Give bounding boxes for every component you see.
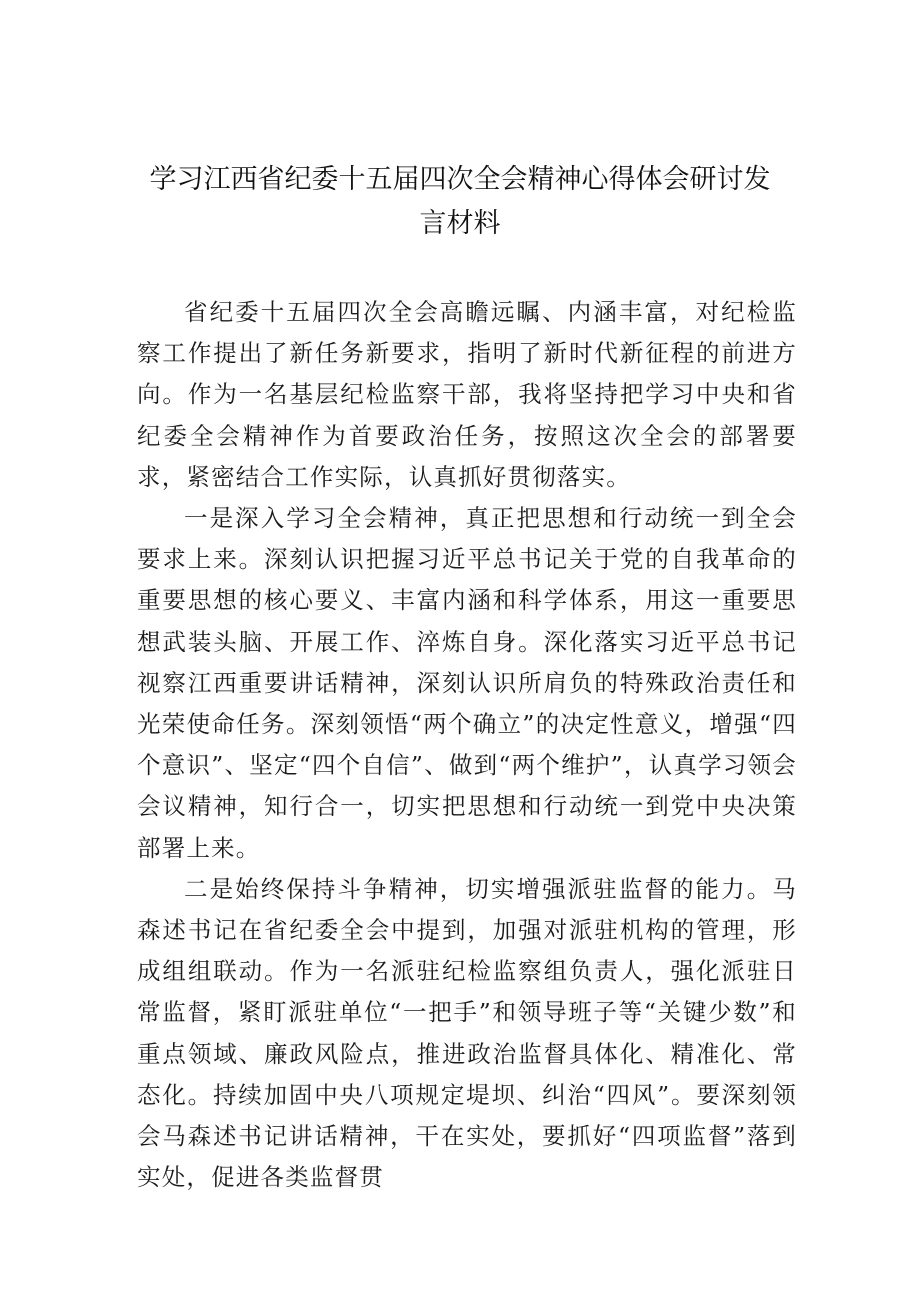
paragraph-point-one: 一是深入学习全会精神，真正把思想和行动统一到全会要求上来。深刻认识把握习近平总书记关于党的自我革命的重要思想的核心要义、丰富内涵和科学体系，用这一重要思想武装头脑、开展工作、淬炼自身。深化落实习近平总书记视察江西重要讲话精神，深刻认识所肩负的特殊政治责任和光荣使命任务。深刻领悟“两个确立”的决定性意义，增强“四个意识”、坚定“四个自信”、做到“两个维护”，认真学习领会会议精神，知行合一，切实把思想和行动统一到党中央决策部署上来。 (137, 504, 797, 862)
title-line-1: 学习江西省纪委十五届四次全会精神心得体会研讨发 (149, 164, 771, 195)
document-title (0, 158, 920, 246)
document-body (137, 292, 797, 1198)
title-line-2: 言材料 (419, 208, 501, 239)
paragraph-intro: 省纪委十五届四次全会高瞻远瞩、内涵丰富，对纪检监察工作提出了新任务新要求，指明了新时代新征程的前进方向。作为一名基层纪检监察干部，我将坚持把学习中央和省纪委全会精神作为首要政治任务，按照这次全会的部署要求，紧密结合工作实际，认真抓好贯彻落实。 (137, 298, 797, 491)
paragraph-point-two: 二是始终保持斗争精神，切实增强派驻监督的能力。马森述书记在省纪委全会中提到，加强对派驻机构的管理，形成组组联动。作为一名派驻纪检监察组负责人，强化派驻日常监督，紧盯派驻单位“一把手”和领导班子等“关键少数”和重点领域、廉政风险点，推进政治监督具体化、精准化、常态化。持续加固中央八项规定堤坝、纠治“四风”。要深刻领会马森述书记讲话精神，干在实处，要抓好“四项监督”落到实处，促进各类监督贯 (137, 874, 797, 1192)
